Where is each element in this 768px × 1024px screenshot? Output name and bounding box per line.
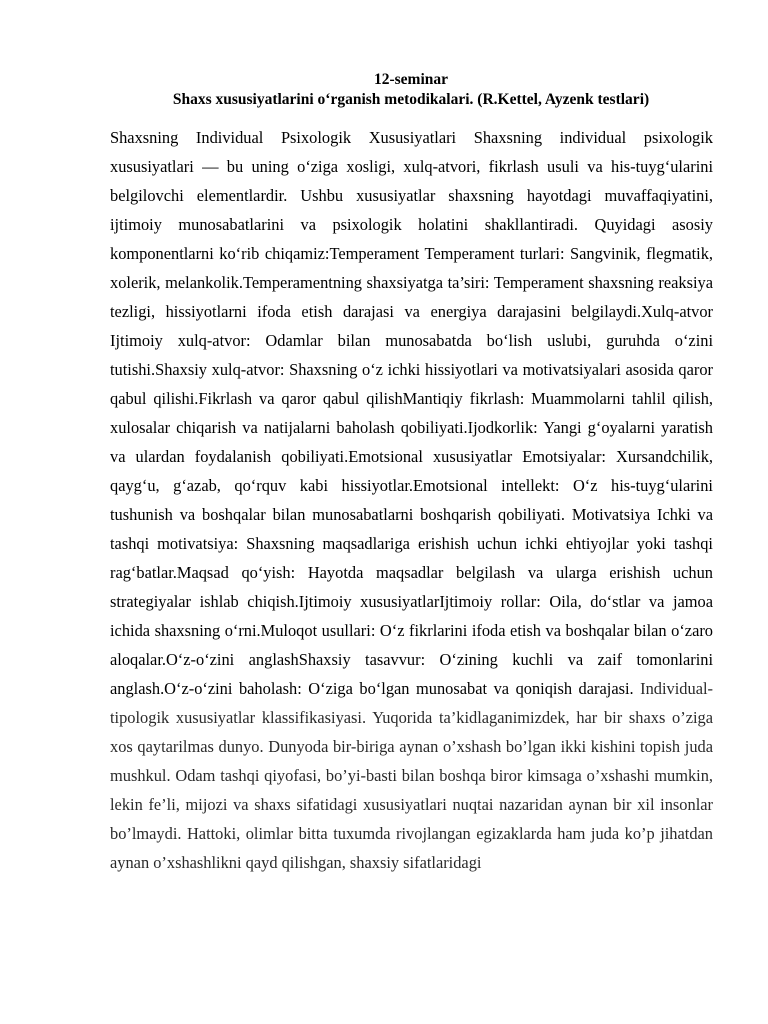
main-text-run: Shaxsning Individual Psixologik Xususiyatlari Shaxsning individual psixologik xususiyatlari — bu uning o‘ziga xosligi, xulq-atvori, fikrlash usuli va his-tuyg‘ularini belgilovchi elementlardir. Ushbu xususiyatlar shaxsning hayotdagi muvaffaqiyatini, ijtimoiy munosabatlarini va psixologik holatini shakllantiradi. Quyidagi asosiy komponentlarni ko‘rib chiqamiz:Temperament Temperament turlari: Sangvinik, flegmatik, xolerik, melankolik.Temperamentning shaxsiyatga ta’siri: Temperament shaxsning reaksiya tezligi, hissiyotlarni ifoda etish darajasi va energiya darajasini belgilaydi.Xulq-atvor Ijtimoiy xulq-atvor: Odamlar bilan munosabatda bo‘lish uslubi, guruhda o‘zini tutishi.Shaxsiy xulq-atvor: Shaxsning o‘z ichki hissiyotlari va motivatsiyalari asosida qaror qabul qilishi.Fikrlash va qaror qabul qilishMantiqiy fikrlash: Muammolarni tahlil qilish, xulosalar chiqarish va natijalarni baholash qobiliyati.Ijodkorlik: Yangi g‘oyalarni yaratish va ulardan foydalanish qobiliyati.Emotsional xususiyatlar Emotsiyalar: Xursandchilik, qayg‘u, g‘azab, qo‘rquv kabi hissiyotlar.Emotsional intellekt: O‘z his-tuyg‘ularini tushunish va boshqalar bilan munosabatlarni boshqarish qobiliyati. Motivatsiya Ichki va tashqi motivatsiya: Shaxsning maqsadlariga erishish uchun ichki ehtiyojlar yoki tashqi rag‘batlar.Maqsad qo‘yish: Hayotda maqsadlar belgilash va ularga erishish uchun strategiyalar ishlab chiqish.Ijtimoiy xususiyatlarIjtimoiy rollar: Oila, do‘stlar va jamoa ichida shaxsning o‘rni.Muloqot usullari: O‘z fikrlarini ifoda etish va boshqalar bilan o‘zaro aloqalar.O‘z-o‘zini anglashShaxsiy tasavvur: O‘zining kuchli va zaif tomonlarini anglash.O‘z-o‘zini baholash: O‘ziga bo‘lgan munosabat va qoniqish darajasi. (110, 128, 713, 698)
continuation-text-run: Individual-tipologik xususiyatlar klassifikasiyasi. Yuqorida ta’kidlaganimizdek, har bir shaxs o’ziga xos qaytarilmas dunyo. Dunyoda bir-biriga aynan o’xshash bo’lgan ikki kishini topish juda mushkul. Odam tashqi qiyofasi, bo’yi-basti bilan boshqa biror kimsaga o’xshashi mumkin, lekin fe’li, mijozi va shaxs sifatidagi xususiyatlari nuqtai nazaridan aynan bir xil insonlar bo’lmaydi. Hattoki, olimlar bitta tuxumda rivojlangan egizaklarda ham juda ko’p jihatdan aynan o’xshashlikni qayd qilishgan, shaxsiy sifatlaridagi (110, 679, 713, 872)
body-paragraph (110, 123, 713, 877)
seminar-title-heading: Shaxs xususiyatlarini o‘rganish metodikalari. (R.Kettel, Ayzenk testlari) (172, 91, 650, 108)
seminar-number-heading: 12-seminar (373, 71, 449, 88)
